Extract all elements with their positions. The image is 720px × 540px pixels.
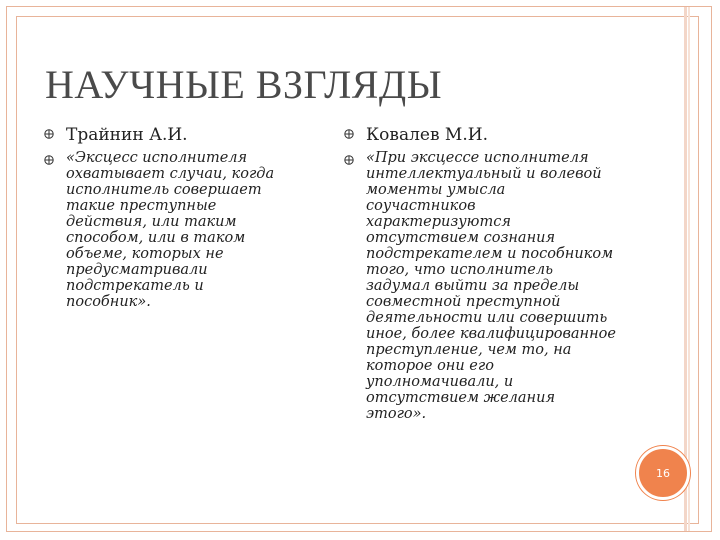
right-quote-text: «При эксцессе исполнителя интеллектуальный и волевой моменты умысла соучастников характеризуются отсутствием сознания подстрекателем и пособником того, что исполнитель задумал выйти за пределы совместной преступной деятельности или совершить иное, более квалифицированное преступление, чем то, на которое они его уполномачивали, и отсутствием желания этого». bbox=[366, 150, 616, 422]
left-author-name: Трайнин А.И. bbox=[66, 125, 188, 145]
left-column bbox=[42, 124, 287, 310]
left-quote-text: «Эксцесс исполнителя охватывает случаи, когда исполнитель совершает такие преступные действия, или таким способом, или в таком объеме, которых не предусматривали подстрекатель и пособник». bbox=[66, 150, 275, 310]
circle-quad-bullet-icon bbox=[44, 129, 54, 139]
slide-right-band-secondary bbox=[688, 7, 690, 531]
page-number: 16 bbox=[656, 466, 670, 480]
right-quote-item bbox=[342, 150, 617, 422]
page-number-badge bbox=[636, 446, 690, 500]
left-author-item bbox=[42, 124, 287, 146]
right-author-item bbox=[342, 124, 617, 146]
slide-title: НАУЧНЫЕ ВЗГЛЯДЫ bbox=[45, 62, 443, 107]
slide-right-band bbox=[684, 7, 687, 531]
right-author-name: Ковалев М.И. bbox=[366, 125, 488, 145]
circle-quad-bullet-icon bbox=[44, 155, 54, 165]
circle-quad-bullet-icon bbox=[344, 155, 354, 165]
right-column bbox=[342, 124, 617, 422]
circle-quad-bullet-icon bbox=[344, 129, 354, 139]
left-quote-item bbox=[42, 150, 287, 310]
